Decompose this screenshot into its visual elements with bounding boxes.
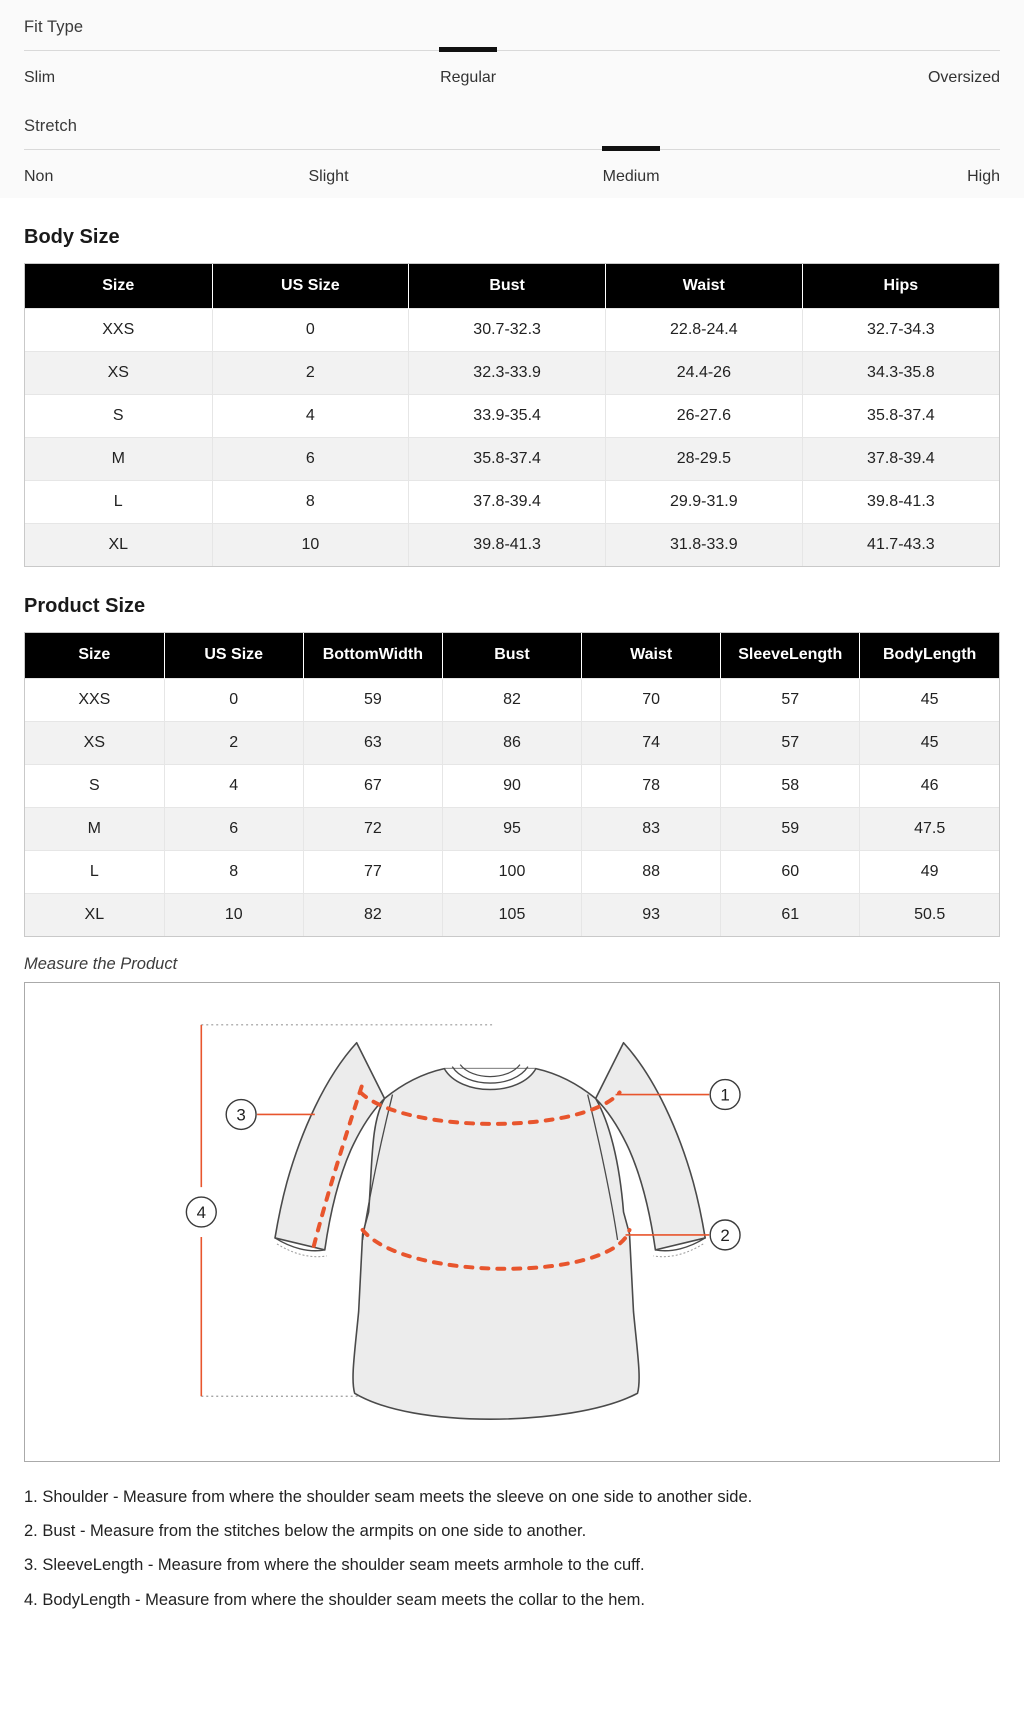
table-cell: M [25, 438, 212, 481]
callout-label-1: 1 [720, 1085, 730, 1105]
table-cell: XXS [25, 678, 164, 721]
table-cell: 4 [164, 764, 303, 807]
table-header-row [25, 633, 999, 678]
table-cell: 8 [164, 850, 303, 893]
attribute-fit-type-title: Fit Type [24, 18, 84, 36]
table-cell: 34.3-35.8 [802, 352, 999, 395]
callout-label-3: 3 [236, 1105, 246, 1125]
table-cell: 57 [721, 678, 860, 721]
table-cell: 45 [860, 721, 999, 764]
fit-attributes-panel [0, 0, 1024, 198]
tshirt-illustration [275, 1043, 705, 1419]
callout-label-4: 4 [196, 1202, 207, 1222]
table-cell: 60 [721, 850, 860, 893]
table-cell: 59 [721, 807, 860, 850]
table-cell: M [25, 807, 164, 850]
table-cell: 4 [212, 395, 409, 438]
table-cell: 45 [860, 678, 999, 721]
table-cell: 82 [442, 678, 581, 721]
table-cell: 78 [582, 764, 721, 807]
table-cell: 67 [303, 764, 442, 807]
table-cell: 63 [303, 721, 442, 764]
attribute-stretch-title: Stretch [24, 117, 77, 135]
table-cell: 30.7-32.3 [409, 309, 606, 352]
table-cell: 0 [164, 678, 303, 721]
table-cell: XL [25, 524, 212, 567]
table-cell: 70 [582, 678, 721, 721]
table-cell: 32.7-34.3 [802, 309, 999, 352]
table-cell: 105 [442, 893, 581, 936]
table-cell: 39.8-41.3 [409, 524, 606, 567]
table-row [25, 893, 999, 936]
column-header: Size [25, 264, 212, 309]
fit-type-labels [24, 55, 1000, 99]
column-header: BottomWidth [303, 633, 442, 678]
table-cell: 29.9-31.9 [605, 481, 802, 524]
column-header: Waist [582, 633, 721, 678]
table-cell: L [25, 850, 164, 893]
table-cell: XXS [25, 309, 212, 352]
table-cell: 32.3-33.9 [409, 352, 606, 395]
table-cell: 26-27.6 [605, 395, 802, 438]
stretch-labels [24, 154, 1000, 198]
product-size-table-body [25, 678, 999, 936]
attribute-stretch [0, 99, 1024, 198]
product-size-title: Product Size [24, 595, 146, 618]
table-cell: 39.8-41.3 [802, 481, 999, 524]
body-size-table-wrapper [24, 263, 1000, 567]
body-size-table-head [25, 264, 999, 309]
table-row [25, 524, 999, 567]
table-cell: 6 [164, 807, 303, 850]
stretch-track-line [24, 149, 1000, 150]
fit-type-option-oversized[interactable]: Oversized [927, 69, 1000, 86]
table-cell: 59 [303, 678, 442, 721]
table-cell: 2 [164, 721, 303, 764]
table-cell: 8 [212, 481, 409, 524]
column-header: US Size [164, 633, 303, 678]
table-row [25, 721, 999, 764]
table-cell: 83 [582, 807, 721, 850]
fit-type-option-regular[interactable]: Regular [440, 69, 497, 86]
table-cell: 31.8-33.9 [605, 524, 802, 567]
table-cell: 10 [212, 524, 409, 567]
legend-item: 1. Shoulder - Measure from where the shoulder seam meets the sleeve on one side to another side. [24, 1487, 753, 1506]
attribute-fit-type [0, 0, 1024, 99]
table-cell: 24.4-26 [605, 352, 802, 395]
product-size-table-wrapper [24, 632, 1000, 936]
table-cell: 72 [303, 807, 442, 850]
table-row [25, 764, 999, 807]
table-cell: XL [25, 893, 164, 936]
product-size-table-head [25, 633, 999, 678]
tshirt-diagram-svg [25, 983, 999, 1461]
fit-type-track-line [24, 50, 1000, 51]
body-size-table [25, 264, 999, 566]
stretch-selected-marker[interactable] [602, 146, 660, 151]
table-cell: 93 [582, 893, 721, 936]
column-header: Bust [409, 264, 606, 309]
fit-type-slider-track[interactable] [24, 47, 1000, 55]
stretch-slider-track[interactable] [24, 146, 1000, 154]
table-cell: 28-29.5 [605, 438, 802, 481]
table-cell: 6 [212, 438, 409, 481]
table-cell: XS [25, 352, 212, 395]
measure-the-product-caption: Measure the Product [24, 954, 178, 973]
column-header: Size [25, 633, 164, 678]
table-cell: 10 [164, 893, 303, 936]
table-cell: 2 [212, 352, 409, 395]
column-header: Hips [802, 264, 999, 309]
table-cell: 74 [582, 721, 721, 764]
legend-item: 4. BodyLength - Measure from where the shoulder seam meets the collar to the hem. [24, 1590, 645, 1609]
table-cell: 0 [212, 309, 409, 352]
table-cell: 58 [721, 764, 860, 807]
fit-type-selected-marker[interactable] [439, 47, 497, 52]
table-cell: 50.5 [860, 893, 999, 936]
body-panel [353, 1068, 639, 1419]
table-row [25, 807, 999, 850]
stretch-option-high[interactable]: High [967, 168, 1000, 185]
table-row [25, 352, 999, 395]
legend-item: 3. SleeveLength - Measure from where the shoulder seam meets armhole to the cuff. [24, 1556, 645, 1575]
column-header: BodyLength [860, 633, 999, 678]
table-cell: 95 [442, 807, 581, 850]
product-size-table [25, 633, 999, 935]
table-cell: 77 [303, 850, 442, 893]
table-cell: S [25, 395, 212, 438]
column-header: US Size [212, 264, 409, 309]
table-cell: 61 [721, 893, 860, 936]
table-cell: 37.8-39.4 [802, 438, 999, 481]
table-row [25, 481, 999, 524]
table-cell: 100 [442, 850, 581, 893]
measurement-legend [0, 1462, 1024, 1627]
stretch-option-non[interactable]: Non [24, 168, 54, 185]
table-cell: 35.8-37.4 [409, 438, 606, 481]
callout-label-2: 2 [720, 1225, 730, 1245]
column-header: SleeveLength [721, 633, 860, 678]
table-row [25, 678, 999, 721]
table-cell: 35.8-37.4 [802, 395, 999, 438]
stretch-option-medium[interactable]: Medium [602, 168, 660, 185]
table-header-row [25, 264, 999, 309]
table-cell: 22.8-24.4 [605, 309, 802, 352]
table-cell: 86 [442, 721, 581, 764]
table-cell: 37.8-39.4 [409, 481, 606, 524]
measurement-diagram [24, 982, 1000, 1462]
table-cell: L [25, 481, 212, 524]
column-header: Bust [442, 633, 581, 678]
legend-item: 2. Bust - Measure from the stitches below the armpits on one side to another. [24, 1522, 587, 1541]
table-cell: 49 [860, 850, 999, 893]
body-size-table-body [25, 309, 999, 567]
table-row [25, 309, 999, 352]
table-cell: 82 [303, 893, 442, 936]
table-cell: 47.5 [860, 807, 999, 850]
table-cell: 46 [860, 764, 999, 807]
table-row [25, 395, 999, 438]
table-cell: 88 [582, 850, 721, 893]
body-size-title: Body Size [24, 226, 120, 248]
stretch-option-slight[interactable]: Slight [308, 168, 349, 185]
table-cell: 90 [442, 764, 581, 807]
table-row [25, 850, 999, 893]
table-cell: XS [25, 721, 164, 764]
fit-type-option-slim[interactable]: Slim [24, 69, 56, 86]
table-cell: 33.9-35.4 [409, 395, 606, 438]
table-row [25, 438, 999, 481]
table-cell: S [25, 764, 164, 807]
column-header: Waist [605, 264, 802, 309]
table-cell: 57 [721, 721, 860, 764]
table-cell: 41.7-43.3 [802, 524, 999, 567]
